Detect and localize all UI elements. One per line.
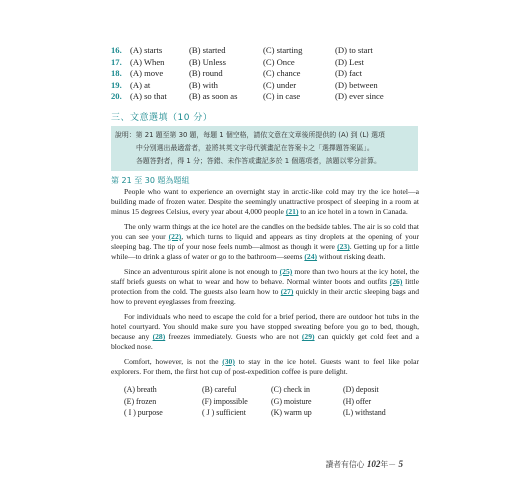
option-d: (D) to start <box>335 45 373 55</box>
text-run: to an ice hotel in a town in Canada. <box>298 207 408 217</box>
footer-year: 102 <box>366 459 381 469</box>
paragraph <box>111 267 419 308</box>
text-run: The only warm things at the ice hotel are the candles on the bedside tables. The air is so cold that you can see your <box>111 221 419 241</box>
text-run: more than two hours at the icy hotel, the staff briefs guests on what to wear and how to behave. Normal winter boots and outfits <box>111 266 419 286</box>
blank-29: (29) <box>301 332 315 342</box>
blank-24: (24) <box>304 252 318 262</box>
instructions-box <box>111 126 418 171</box>
word-bank-row <box>124 396 414 408</box>
option-b: (B) Unless <box>189 56 226 67</box>
word-bank-row <box>124 407 414 419</box>
word-option: (F) impossible <box>202 396 248 406</box>
question-number: 20. <box>111 91 122 102</box>
blank-21: (21) <box>285 207 299 217</box>
blank-30: (30) <box>222 356 235 366</box>
option-d: (D) between <box>335 79 378 90</box>
question-row <box>111 57 411 69</box>
option-d: (D) ever since <box>335 91 384 102</box>
option-d: (D) Lest <box>335 56 364 67</box>
paragraph <box>111 187 419 218</box>
word-option: ( J ) sufficient <box>202 408 246 418</box>
question-row <box>111 45 411 57</box>
footer-suffix: 年－ <box>380 460 397 469</box>
option-a: (A) move <box>130 68 164 79</box>
paragraph <box>111 312 419 353</box>
passage-title: 第 21 至 30 題為題組 <box>111 176 190 185</box>
word-bank <box>124 384 414 419</box>
option-a: (A) When <box>130 56 165 67</box>
word-option: (K) warm up <box>271 408 312 418</box>
text-run: , which turns to liquid and appears as tiny droplets at the opening of your sleeping bag. The tip of your nose feels numb—almost as though it were <box>111 232 420 252</box>
text-run: freezes immediately. Guests who are not <box>165 332 302 342</box>
instructions-line: 各題答對者，得 1 分；答錯、未作答或畫記多於 1 個選項者，該題以零分計算。 <box>136 157 381 165</box>
option-b: (B) with <box>189 79 218 90</box>
option-c: (C) starting <box>263 45 303 55</box>
page-footer <box>325 459 403 470</box>
blank-28: (28) <box>152 332 166 342</box>
text-run: to stay in the ice hotel. Guests want to feel like polar explorers. For them, the first hot cup of post-expedition coffee is pure delight. <box>111 356 419 376</box>
question-row <box>111 68 411 80</box>
text-run: . Getting up for a little while—to drink a glass of water or go to the bathroom—seems <box>111 242 419 262</box>
option-c: (C) chance <box>263 68 301 79</box>
option-c: (C) in case <box>263 91 301 102</box>
question-row <box>111 80 411 92</box>
blank-23: (23) <box>337 242 350 252</box>
word-option: (G) moisture <box>271 396 312 406</box>
footer-text: 讀者有信心 <box>325 460 365 469</box>
text-run: Since an adventurous spirit alone is not enough to <box>124 266 280 276</box>
word-option: ( I ) purpose <box>124 408 163 418</box>
blank-25: (25) <box>279 266 293 276</box>
paragraph <box>111 222 419 263</box>
text-run: without risking death. <box>317 252 386 262</box>
text-run: For individuals who need to escape the cold for a brief period, there are outdoor hot tubs in the hotel courtyard. You should make sure you have stopped sweating before you go to bed, though, because any <box>111 311 419 342</box>
word-option: (L) withstand <box>343 408 386 418</box>
option-b: (B) round <box>189 68 223 79</box>
word-option: (A) breath <box>124 385 157 394</box>
word-option: (H) offer <box>343 396 372 406</box>
option-a: (A) at <box>130 79 151 90</box>
text-run: People who want to experience an overnight stay in arctic-like cold may try the ice hotel—a building made of frozen water. Despite the seemingly unattractive prospect of sleeping in a room at minus 15 degrees Celsius, every year about 4,000 people <box>111 187 419 217</box>
text-run: can quickly get cold feet and a blocked nose. <box>111 332 420 352</box>
blank-27: (27) <box>280 287 294 297</box>
option-d: (D) fact <box>335 68 362 79</box>
blank-26: (26) <box>389 277 403 286</box>
blank-22: (22) <box>168 232 182 241</box>
instructions-line: 說明：第 21 題至第 30 題，每題 1 個空格，請依文意在文章後所提供的 (A) 到 (L) 選項 <box>115 131 385 139</box>
page-number: 5 <box>398 459 403 469</box>
word-option: (B) careful <box>202 385 237 394</box>
option-c: (C) under <box>263 79 297 90</box>
text-run: Comfort, however, is not the <box>124 356 223 366</box>
word-option: (C) check in <box>271 385 310 394</box>
instructions-line: 中分別選出最適當者，並將其英文字母代號畫記在答案卡之「選擇題答案區」。 <box>136 144 374 152</box>
question-number: 18. <box>111 68 122 79</box>
question-number: 16. <box>111 45 122 55</box>
question-row <box>111 91 411 103</box>
section-title: 三、文意選填（10 分） <box>111 113 213 123</box>
multiple-choice-options <box>111 45 411 103</box>
word-option: (E) frozen <box>124 396 157 406</box>
reading-passage <box>111 187 419 381</box>
option-a: (A) starts <box>130 45 163 55</box>
text-run: little protection from the cold. The guests also learn how to <box>111 277 419 297</box>
question-number: 17. <box>111 56 122 67</box>
question-number: 19. <box>111 79 122 90</box>
paragraph <box>111 357 419 377</box>
word-bank-row <box>124 384 414 396</box>
text-run: quickly in their arctic sleeping bags and how to prevent eyeglasses from freezing. <box>111 287 420 307</box>
word-option: (D) deposit <box>343 385 379 394</box>
option-a: (A) so that <box>130 91 167 102</box>
option-c: (C) Once <box>263 56 295 67</box>
option-b: (B) as soon as <box>189 91 238 102</box>
option-b: (B) started <box>189 45 226 55</box>
